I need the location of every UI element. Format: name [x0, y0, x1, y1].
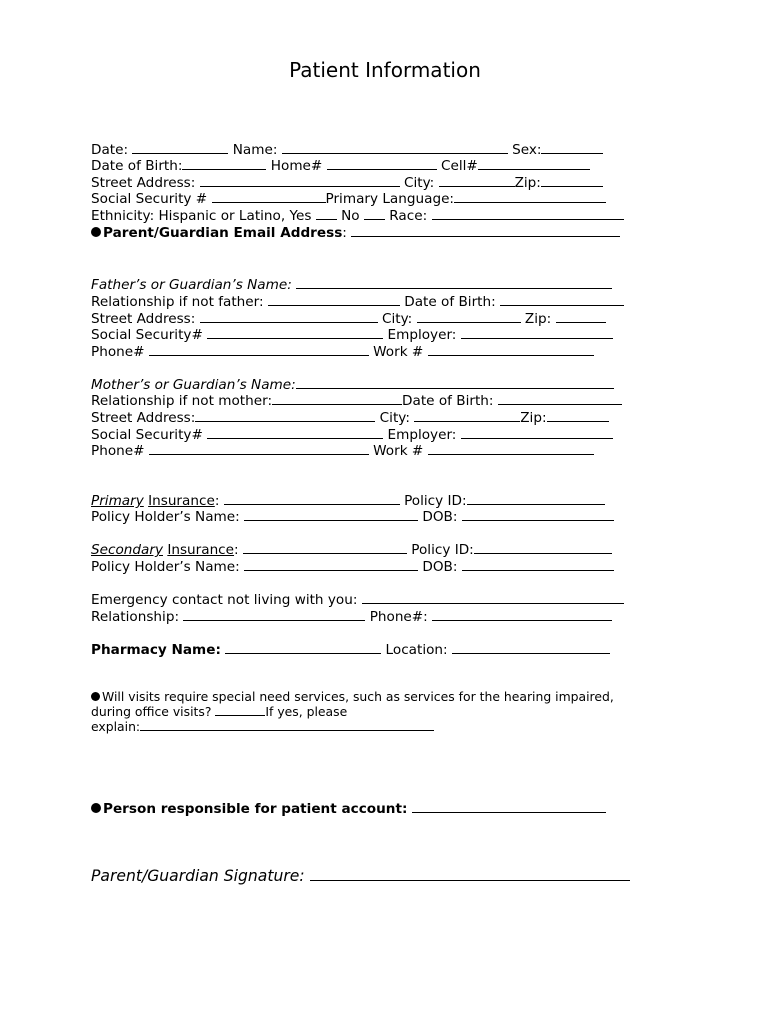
mother-row-ssn — [91, 426, 613, 443]
race-label: Race: — [389, 208, 428, 224]
primary-insurance-field[interactable] — [224, 492, 400, 505]
primary-policy-id-label: Policy ID: — [404, 493, 467, 509]
city-field[interactable] — [439, 174, 515, 187]
mother-zip-field[interactable] — [547, 409, 609, 422]
special-needs-during-row — [91, 704, 347, 719]
page-title: Patient Information — [289, 58, 481, 82]
mother-zip-label: Zip: — [520, 410, 547, 426]
mother-relationship-field[interactable] — [272, 392, 402, 405]
primary-insurance-label: Insurance — [148, 493, 215, 509]
name-label: Name: — [232, 142, 278, 158]
father-row-phone — [91, 343, 594, 360]
patient-row-date — [91, 141, 603, 158]
father-name-field[interactable] — [296, 276, 612, 289]
special-needs-explain-label: explain: — [91, 719, 141, 734]
mother-phone-field[interactable] — [149, 442, 369, 455]
secondary-holder-row — [91, 558, 614, 575]
father-city-field[interactable] — [417, 310, 521, 323]
secondary-dob-label: DOB: — [422, 559, 458, 575]
mother-dob-label: Date of Birth: — [402, 393, 494, 409]
father-row-relationship — [91, 293, 624, 310]
emergency-phone-field[interactable] — [432, 608, 612, 621]
emergency-phone-label: Phone#: — [369, 609, 428, 625]
mother-row-phone — [91, 442, 594, 459]
email-colon: : — [342, 225, 347, 241]
mother-ssn-label: Social Security# — [91, 427, 203, 443]
emergency-contact-field[interactable] — [362, 591, 624, 604]
dob-field[interactable] — [182, 157, 266, 170]
father-phone-field[interactable] — [149, 343, 369, 356]
secondary-holder-label: Policy Holder’s Name: — [91, 559, 240, 575]
secondary-holder-field[interactable] — [244, 558, 418, 571]
father-ssn-label: Social Security# — [91, 327, 203, 343]
pharmacy-row — [91, 641, 610, 658]
patient-row-address — [91, 174, 603, 191]
cell-phone-label: Cell# — [440, 158, 478, 174]
street-address-field[interactable] — [200, 174, 400, 187]
patient-row-ssn — [91, 190, 606, 207]
secondary-policy-id-field[interactable] — [474, 541, 612, 554]
primary-insurance-colon: : — [214, 493, 220, 509]
mother-work-label: Work # — [373, 443, 424, 459]
mother-employer-label: Employer: — [387, 427, 457, 443]
mother-city-label: City: — [379, 410, 410, 426]
mother-street-field[interactable] — [195, 409, 375, 422]
street-address-label: Street Address: — [91, 175, 196, 191]
emergency-relationship-row — [91, 608, 612, 625]
special-needs-question — [91, 689, 614, 704]
primary-dob-label: DOB: — [422, 509, 458, 525]
father-city-label: City: — [382, 311, 413, 327]
father-zip-label: Zip: — [524, 311, 552, 327]
special-needs-text: Will visits require special need services, such as services for the hearing impaired, — [102, 689, 614, 704]
primary-policy-id-field[interactable] — [467, 492, 605, 505]
ethnicity-yes-field[interactable] — [316, 207, 337, 220]
mother-ssn-field[interactable] — [207, 426, 383, 439]
father-employer-field[interactable] — [461, 326, 613, 339]
primary-holder-label: Policy Holder’s Name: — [91, 509, 240, 525]
pharmacy-label: Pharmacy Name: — [91, 642, 221, 658]
sex-field[interactable] — [541, 141, 603, 154]
zip-label: Zip: — [514, 175, 541, 191]
father-dob-label: Date of Birth: — [404, 294, 496, 310]
father-row-name — [91, 276, 612, 293]
father-row-ssn — [91, 326, 613, 343]
secondary-insurance-label: Insurance — [167, 542, 235, 558]
bullet-icon — [91, 227, 101, 237]
name-field[interactable] — [282, 141, 508, 154]
secondary-dob-field[interactable] — [462, 558, 614, 571]
mother-row-address — [91, 409, 609, 426]
secondary-insurance-prefix: Secondary — [91, 542, 163, 558]
ssn-label: Social Security # — [91, 191, 208, 207]
father-relationship-field[interactable] — [268, 293, 400, 306]
emergency-row — [91, 591, 624, 608]
signature-field[interactable] — [310, 866, 630, 881]
home-phone-label: Home# — [270, 158, 323, 174]
date-field[interactable] — [132, 141, 228, 154]
father-relationship-label: Relationship if not father: — [91, 294, 264, 310]
mother-city-field[interactable] — [414, 409, 520, 422]
mother-row-relationship — [91, 392, 622, 409]
primary-holder-field[interactable] — [244, 508, 418, 521]
mother-work-field[interactable] — [428, 442, 594, 455]
patient-row-dob — [91, 157, 590, 174]
father-work-label: Work # — [373, 344, 424, 360]
father-row-address — [91, 310, 606, 327]
pharmacy-location-field[interactable] — [452, 641, 610, 654]
emergency-relationship-field[interactable] — [183, 608, 365, 621]
sex-label: Sex: — [512, 142, 542, 158]
secondary-insurance-field[interactable] — [243, 541, 407, 554]
bullet-icon — [91, 692, 100, 701]
cell-phone-field[interactable] — [478, 157, 590, 170]
mother-dob-field[interactable] — [498, 392, 622, 405]
mother-name-label: Mother’s or Guardian’s Name: — [91, 377, 296, 393]
ssn-field[interactable] — [212, 190, 326, 203]
bullet-icon — [91, 803, 101, 813]
secondary-insurance-row — [91, 541, 612, 558]
date-label: Date: — [91, 142, 129, 158]
patient-row-ethnicity — [91, 207, 624, 224]
father-street-label: Street Address: — [91, 311, 196, 327]
secondary-policy-id-label: Policy ID: — [411, 542, 474, 558]
home-phone-field[interactable] — [327, 157, 437, 170]
emergency-relationship-label: Relationship: — [91, 609, 180, 625]
signature-row — [91, 866, 630, 885]
primary-language-field[interactable] — [454, 190, 606, 203]
patient-row-email — [91, 224, 620, 241]
father-name-label: Father’s or Guardian’s Name: — [91, 277, 292, 293]
primary-holder-row — [91, 508, 614, 525]
mother-relationship-label: Relationship if not mother: — [91, 393, 273, 409]
primary-insurance-row — [91, 492, 605, 509]
mother-row-name — [91, 376, 614, 393]
secondary-insurance-colon: : — [234, 542, 239, 558]
mother-employer-field[interactable] — [461, 426, 613, 439]
race-field[interactable] — [432, 207, 624, 220]
primary-language-label: Primary Language: — [325, 191, 455, 207]
mother-street-label: Street Address: — [91, 410, 196, 426]
primary-insurance-prefix: Primary — [91, 493, 144, 509]
city-label: City: — [404, 175, 435, 191]
special-needs-explain-field[interactable] — [140, 719, 434, 731]
responsible-row — [91, 800, 606, 817]
emergency-contact-label: Emergency contact not living with you: — [91, 592, 358, 608]
father-ssn-field[interactable] — [207, 326, 383, 339]
special-needs-if-yes-label: If yes, please — [265, 704, 348, 719]
dob-label: Date of Birth: — [91, 158, 183, 174]
email-field[interactable] — [351, 224, 620, 237]
special-needs-answer-field[interactable] — [215, 704, 265, 716]
email-label: Parent/Guardian Email Address — [103, 225, 343, 241]
responsible-label: Person responsible for patient account: — [103, 801, 408, 817]
special-needs-explain-row — [91, 719, 434, 734]
father-zip-field[interactable] — [556, 310, 606, 323]
ethnicity-no-label: No — [341, 208, 360, 224]
ethnicity-no-field[interactable] — [364, 207, 385, 220]
mother-name-field[interactable] — [296, 376, 614, 389]
father-dob-field[interactable] — [500, 293, 624, 306]
father-phone-label: Phone# — [91, 344, 145, 360]
special-needs-during-label: during office visits? — [91, 704, 212, 719]
signature-label: Parent/Guardian Signature: — [91, 867, 305, 885]
ethnicity-label: Ethnicity: Hispanic or Latino, Yes — [91, 208, 312, 224]
father-work-field[interactable] — [428, 343, 594, 356]
pharmacy-location-label: Location: — [385, 642, 448, 658]
zip-field[interactable] — [541, 174, 603, 187]
responsible-field[interactable] — [412, 800, 606, 813]
father-street-field[interactable] — [200, 310, 378, 323]
father-employer-label: Employer: — [387, 327, 457, 343]
mother-phone-label: Phone# — [91, 443, 145, 459]
primary-dob-field[interactable] — [462, 508, 614, 521]
pharmacy-name-field[interactable] — [225, 641, 381, 654]
